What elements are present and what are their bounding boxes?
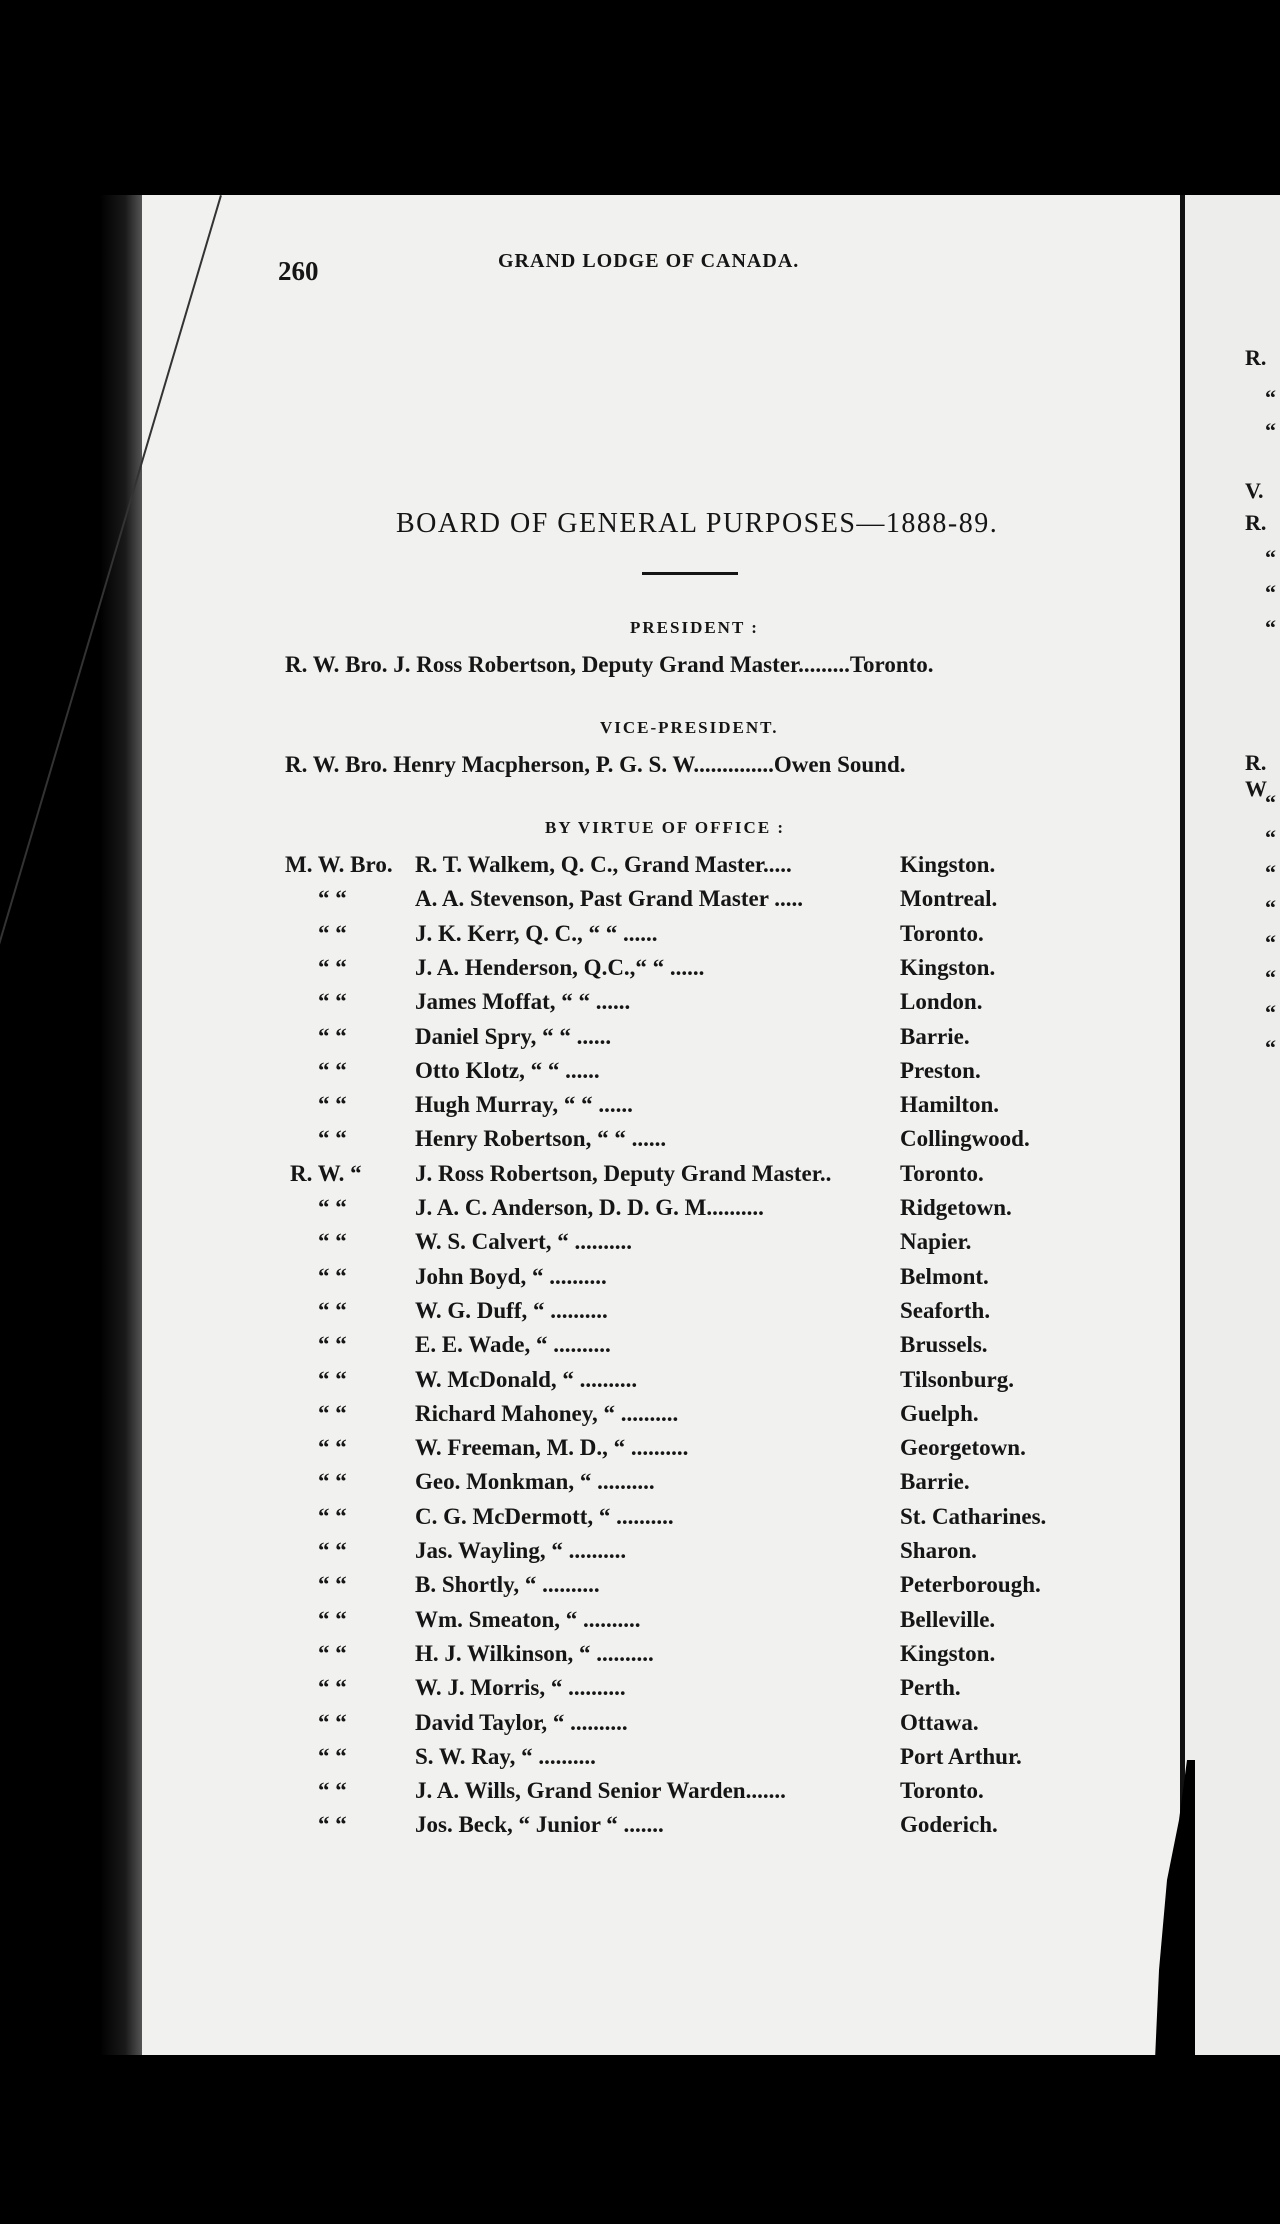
member-name: Jas. Wayling, “ .......... <box>415 1538 627 1563</box>
member-location: Goderich. <box>900 1812 998 1837</box>
member-location: Guelph. <box>900 1401 979 1426</box>
member-location: Kingston. <box>900 955 996 980</box>
president-heading: PRESIDENT : <box>630 618 759 637</box>
adjacent-page-fragment: “ <box>1265 930 1276 955</box>
member-name: S. W. Ray, “ .......... <box>415 1744 596 1769</box>
adjacent-page-fragment: “ <box>1265 825 1276 850</box>
member-title: R. W. “ <box>290 1161 362 1186</box>
member-location: Barrie. <box>900 1469 970 1494</box>
member-location: Hamilton. <box>900 1092 1000 1117</box>
adjacent-page-fragment: “ <box>1265 860 1276 885</box>
member-title: “ “ <box>318 1710 347 1735</box>
member-location: London. <box>900 989 983 1014</box>
member-name: Geo. Monkman, “ .......... <box>415 1469 655 1494</box>
member-title: “ “ <box>318 1092 347 1117</box>
adjacent-page-fragment: V. <box>1245 478 1264 503</box>
adjacent-page-fragment: “ <box>1265 580 1276 605</box>
member-title: “ “ <box>318 1538 347 1563</box>
member-title: “ “ <box>318 1744 347 1769</box>
member-title: “ “ <box>318 1812 347 1837</box>
member-title: “ “ <box>318 1058 347 1083</box>
member-name: Hugh Murray, “ “ ...... <box>415 1092 633 1117</box>
adjacent-page-fragment: “ <box>1265 1035 1276 1060</box>
member-location: Ridgetown. <box>900 1195 1012 1220</box>
member-location: St. Catharines. <box>900 1504 1047 1529</box>
member-title: M. W. Bro. <box>285 852 393 877</box>
member-name: B. Shortly, “ .......... <box>415 1572 600 1597</box>
by-virtue-heading: BY VIRTUE OF OFFICE : <box>545 818 786 837</box>
vice-president-heading: VICE-PRESIDENT. <box>600 718 779 737</box>
member-title: “ “ <box>318 1641 347 1666</box>
page-title: BOARD OF GENERAL PURPOSES—1888-89. <box>396 508 999 539</box>
member-title: “ “ <box>318 1778 347 1803</box>
member-name: W. Freeman, M. D., “ .......... <box>415 1435 689 1460</box>
member-location: Port Arthur. <box>900 1744 1022 1769</box>
member-name: Otto Klotz, “ “ ...... <box>415 1058 600 1083</box>
member-location: Preston. <box>900 1058 981 1083</box>
member-title: “ “ <box>318 1367 347 1392</box>
member-title: “ “ <box>318 886 347 911</box>
member-title: “ “ <box>318 1435 347 1460</box>
member-location: Perth. <box>900 1675 961 1700</box>
member-location: Seaforth. <box>900 1298 991 1323</box>
member-location: Toronto. <box>900 1778 984 1803</box>
adjacent-page-fragment: “ <box>1265 418 1276 443</box>
member-location: Belleville. <box>900 1607 996 1632</box>
member-location: Tilsonburg. <box>900 1367 1014 1392</box>
adjacent-page-fragment: “ <box>1265 545 1276 570</box>
member-name: Richard Mahoney, “ .......... <box>415 1401 679 1426</box>
running-title: GRAND LODGE OF CANADA. <box>498 250 800 272</box>
member-name: J. Ross Robertson, Deputy Grand Master.. <box>415 1161 832 1186</box>
member-title: “ “ <box>318 921 347 946</box>
member-location: Brussels. <box>900 1332 988 1357</box>
member-location: Kingston. <box>900 1641 996 1666</box>
member-name: W. J. Morris, “ .......... <box>415 1675 626 1700</box>
member-location: Kingston. <box>900 852 996 877</box>
adjacent-page-fragment: R. <box>1245 510 1267 535</box>
president-entry: R. W. Bro. J. Ross Robertson, Deputy Grand Master.........Toronto. <box>285 652 934 677</box>
member-name: J. A. C. Anderson, D. D. G. M.......... <box>415 1195 764 1220</box>
member-title: “ “ <box>318 1469 347 1494</box>
member-name: H. J. Wilkinson, “ .......... <box>415 1641 654 1666</box>
member-location: Toronto. <box>900 921 984 946</box>
member-name: W. S. Calvert, “ .......... <box>415 1229 633 1254</box>
page-number: 260 <box>278 256 319 286</box>
member-location: Georgetown. <box>900 1435 1026 1460</box>
member-location: Montreal. <box>900 886 998 911</box>
member-name: John Boyd, “ .......... <box>415 1264 607 1289</box>
member-location: Barrie. <box>900 1024 970 1049</box>
member-title: “ “ <box>318 989 347 1014</box>
vice-president-entry: R. W. Bro. Henry Macpherson, P. G. S. W..............Owen Sound. <box>285 752 906 777</box>
adjacent-page-fragment: R. W <box>1245 750 1267 801</box>
adjacent-page <box>1185 195 1280 2055</box>
adjacent-page-fragment: “ <box>1265 385 1276 410</box>
member-title: “ “ <box>318 1195 347 1220</box>
member-location: Ottawa. <box>900 1710 979 1735</box>
member-title: “ “ <box>318 1504 347 1529</box>
member-location: Toronto. <box>900 1161 984 1186</box>
member-name: Wm. Smeaton, “ .......... <box>415 1607 641 1632</box>
member-title: “ “ <box>318 1401 347 1426</box>
member-location: Collingwood. <box>900 1126 1030 1151</box>
member-location: Napier. <box>900 1229 972 1254</box>
member-name: Henry Robertson, “ “ ...... <box>415 1126 667 1151</box>
member-name: R. T. Walkem, Q. C., Grand Master..... <box>415 852 792 877</box>
adjacent-page-fragment: “ <box>1265 965 1276 990</box>
member-name: J. K. Kerr, Q. C., “ “ ...... <box>415 921 658 946</box>
member-location: Peterborough. <box>900 1572 1041 1597</box>
member-title: “ “ <box>318 1607 347 1632</box>
book-spine <box>100 195 142 2055</box>
title-divider <box>642 572 738 575</box>
member-title: “ “ <box>318 955 347 980</box>
member-title: “ “ <box>318 1264 347 1289</box>
member-name: James Moffat, “ “ ...... <box>415 989 631 1014</box>
adjacent-page-fragment: “ <box>1265 1000 1276 1025</box>
adjacent-page-fragment: R. <box>1245 345 1267 370</box>
member-title: “ “ <box>318 1572 347 1597</box>
member-name: C. G. McDermott, “ .......... <box>415 1504 674 1529</box>
member-title: “ “ <box>318 1332 347 1357</box>
member-name: J. A. Henderson, Q.C.,“ “ ...... <box>415 955 705 980</box>
member-name: J. A. Wills, Grand Senior Warden....... <box>415 1778 786 1803</box>
document-page <box>142 195 1180 2055</box>
adjacent-page-fragment: “ <box>1265 790 1276 815</box>
member-title: “ “ <box>318 1024 347 1049</box>
member-location: Belmont. <box>900 1264 989 1289</box>
member-name: David Taylor, “ .......... <box>415 1710 628 1735</box>
member-title: “ “ <box>318 1298 347 1323</box>
member-name: Jos. Beck, “ Junior “ ....... <box>415 1812 664 1837</box>
member-name: E. E. Wade, “ .......... <box>415 1332 611 1357</box>
member-name: W. McDonald, “ .......... <box>415 1367 638 1392</box>
member-location: Sharon. <box>900 1538 977 1563</box>
member-name: Daniel Spry, “ “ ...... <box>415 1024 612 1049</box>
member-name: A. A. Stevenson, Past Grand Master ..... <box>415 886 804 911</box>
member-title: “ “ <box>318 1126 347 1151</box>
member-title: “ “ <box>318 1229 347 1254</box>
member-name: W. G. Duff, “ .......... <box>415 1298 608 1323</box>
member-title: “ “ <box>318 1675 347 1700</box>
adjacent-page-fragment: “ <box>1265 615 1276 640</box>
adjacent-page-fragment: “ <box>1265 895 1276 920</box>
